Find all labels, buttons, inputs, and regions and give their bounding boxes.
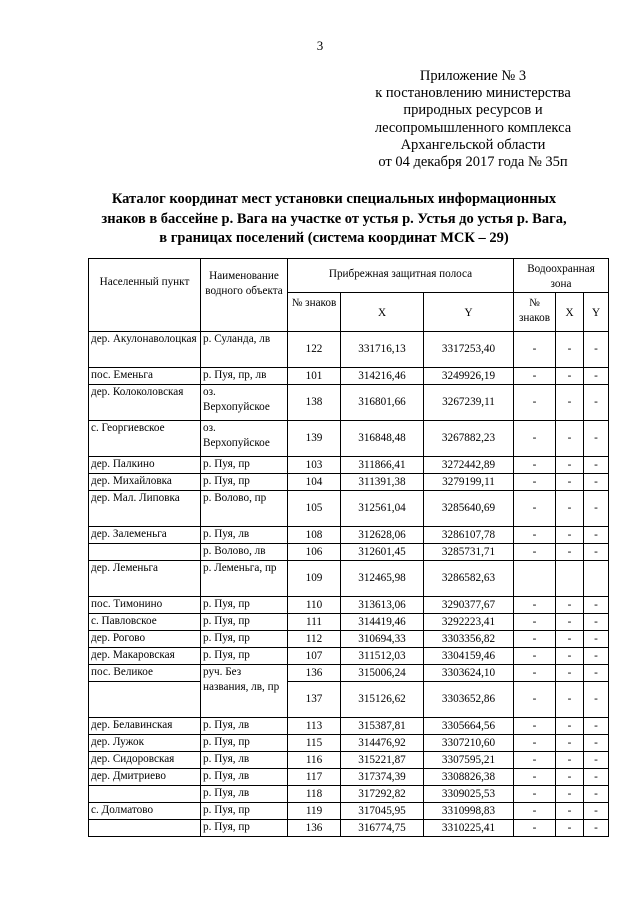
cell-zone-number: - [514, 631, 556, 648]
cell-x: 315387,81 [341, 718, 424, 735]
cell-x: 313613,06 [341, 597, 424, 614]
cell-x: 311391,38 [341, 474, 424, 491]
appendix-line: к постановлению министерства [375, 85, 571, 102]
appendix-line: от 04 декабря 2017 года № 35п [378, 154, 568, 171]
cell-zone-number: - [514, 735, 556, 752]
cell-zone-number: - [514, 648, 556, 665]
cell-settlement: пос. Тимонино [89, 597, 201, 614]
cell-zone-y: - [584, 421, 609, 457]
cell-settlement: с. Долматово [89, 803, 201, 820]
title-line: Каталог координат мест установки специальных информационных [111, 191, 557, 207]
cell-x: 312465,98 [341, 561, 424, 597]
cell-sign-number: 117 [288, 769, 341, 786]
cell-zone-y: - [584, 544, 609, 561]
cell-zone-x: - [556, 648, 584, 665]
cell-settlement: пос. Великое [89, 665, 201, 682]
cell-sign-number: 103 [288, 457, 341, 474]
cell-x: 315006,24 [341, 665, 424, 682]
cell-zone-x: - [556, 682, 584, 718]
cell-water-object: оз. Верхопуйское [201, 421, 288, 457]
cell-zone-y: - [584, 527, 609, 544]
cell-settlement: дер. Рогово [89, 631, 201, 648]
cell-x: 314476,92 [341, 735, 424, 752]
table-row [89, 718, 609, 735]
title-line: знаков в бассейне р. Вага на участке от устья р. Устья до устья р. Вага, [101, 210, 567, 227]
coordinates-table [88, 258, 609, 837]
cell-zone-y: - [584, 718, 609, 735]
cell-settlement: дер. Макаровская [89, 648, 201, 665]
cell-settlement: дер. Сидоровская [89, 752, 201, 769]
cell-y: 3285640,69 [424, 491, 514, 527]
cell-zone-number: - [514, 786, 556, 803]
table-row [89, 682, 609, 718]
cell-zone-number: - [514, 597, 556, 614]
cell-zone-number: - [514, 527, 556, 544]
cell-y: 3286107,78 [424, 527, 514, 544]
cell-water-object: р. Пуя, пр, лв [201, 368, 288, 385]
cell-zone-y: - [584, 385, 609, 421]
cell-y: 3310998,83 [424, 803, 514, 820]
header-settlement: Населенный пункт [89, 259, 201, 332]
cell-sign-number: 136 [288, 820, 341, 837]
cell-settlement: с. Павловское [89, 614, 201, 631]
cell-y: 3303652,86 [424, 682, 514, 718]
cell-sign-number: 110 [288, 597, 341, 614]
cell-zone-x: - [556, 665, 584, 682]
header-zone-num: № знаков [514, 293, 556, 332]
table-body [89, 332, 609, 837]
cell-zone-number: - [514, 769, 556, 786]
cell-x: 311866,41 [341, 457, 424, 474]
appendix-line: Архангельской области [400, 136, 546, 153]
cell-zone-x: - [556, 631, 584, 648]
cell-water-object: р. Пуя, лв [201, 718, 288, 735]
cell-zone-x: - [556, 769, 584, 786]
cell-settlement [89, 786, 201, 803]
cell-y: 3317253,40 [424, 332, 514, 368]
cell-y: 3307210,60 [424, 735, 514, 752]
cell-water-object: р. Пуя, пр [201, 457, 288, 474]
header-coastal-strip: Прибрежная защитная полоса [288, 259, 514, 293]
cell-zone-y: - [584, 665, 609, 682]
table-row [89, 665, 609, 682]
cell-zone-number: - [514, 544, 556, 561]
cell-zone-number: - [514, 368, 556, 385]
cell-zone-number: - [514, 385, 556, 421]
cell-sign-number: 112 [288, 631, 341, 648]
cell-settlement: дер. Лужок [89, 735, 201, 752]
cell-zone-y: - [584, 631, 609, 648]
cell-x: 311512,03 [341, 648, 424, 665]
table-row [89, 597, 609, 614]
appendix-line: Приложение № 3 [419, 68, 527, 84]
cell-water-object: р. Волово, пр [201, 491, 288, 527]
table-row [89, 631, 609, 648]
cell-water-object: р. Пуя, лв [201, 769, 288, 786]
cell-y: 3249926,19 [424, 368, 514, 385]
header-y: Y [424, 293, 514, 332]
cell-settlement: дер. Дмитриево [89, 769, 201, 786]
cell-water-object: р. Пуя, пр [201, 820, 288, 837]
cell-water-object: руч. Без названия, лв, пр [201, 665, 288, 718]
cell-settlement: дер. Палкино [89, 457, 201, 474]
cell-y: 3267239,11 [424, 385, 514, 421]
cell-x: 312561,04 [341, 491, 424, 527]
cell-sign-number: 108 [288, 527, 341, 544]
cell-y: 3304159,46 [424, 648, 514, 665]
header-water-zone: Водоохранная зона [514, 259, 609, 293]
cell-y: 3303356,82 [424, 631, 514, 648]
cell-zone-x: - [556, 457, 584, 474]
cell-y: 3305664,56 [424, 718, 514, 735]
cell-water-object: р. Пуя, лв [201, 786, 288, 803]
cell-zone-x: - [556, 614, 584, 631]
cell-settlement [89, 682, 201, 718]
cell-zone-x: - [556, 752, 584, 769]
cell-zone-number: - [514, 614, 556, 631]
cell-zone-y: - [584, 597, 609, 614]
cell-zone-number: - [514, 682, 556, 718]
cell-water-object: р. Леменьга, пр [201, 561, 288, 597]
cell-zone-x: - [556, 803, 584, 820]
cell-zone-x: - [556, 718, 584, 735]
cell-water-object: р. Волово, лв [201, 544, 288, 561]
header-zone-y: Y [584, 293, 609, 332]
table-row [89, 803, 609, 820]
cell-zone-x: - [556, 527, 584, 544]
appendix-block [342, 68, 604, 171]
cell-x: 314419,46 [341, 614, 424, 631]
cell-zone-x: - [556, 786, 584, 803]
cell-x: 316801,66 [341, 385, 424, 421]
cell-sign-number: 122 [288, 332, 341, 368]
cell-water-object: оз. Верхопуйское [201, 385, 288, 421]
appendix-line: природных ресурсов и [403, 102, 543, 119]
cell-zone-number: - [514, 665, 556, 682]
cell-x: 312601,45 [341, 544, 424, 561]
cell-water-object: р. Пуя, пр [201, 648, 288, 665]
table-row [89, 769, 609, 786]
cell-sign-number: 115 [288, 735, 341, 752]
cell-x: 331716,13 [341, 332, 424, 368]
cell-zone-y: - [584, 820, 609, 837]
cell-y: 3286582,63 [424, 561, 514, 597]
header-zone-x: X [556, 293, 584, 332]
cell-x: 310694,33 [341, 631, 424, 648]
catalog-title [60, 190, 608, 249]
title-line: в границах поселений (система координат МСК – 29) [159, 230, 509, 246]
cell-zone-number [514, 561, 556, 597]
cell-zone-y: - [584, 769, 609, 786]
cell-sign-number: 104 [288, 474, 341, 491]
table-row [89, 457, 609, 474]
cell-zone-number: - [514, 457, 556, 474]
table-row [89, 820, 609, 837]
cell-x: 314216,46 [341, 368, 424, 385]
cell-zone-number: - [514, 718, 556, 735]
cell-zone-number: - [514, 752, 556, 769]
table-row [89, 368, 609, 385]
cell-settlement: дер. Мал. Липовка [89, 491, 201, 527]
cell-zone-y: - [584, 803, 609, 820]
table-row [89, 648, 609, 665]
cell-x: 315221,87 [341, 752, 424, 769]
table-row [89, 474, 609, 491]
header-water-object: Наименование водного объекта [201, 259, 288, 332]
cell-settlement: дер. Колоколовская [89, 385, 201, 421]
cell-x: 312628,06 [341, 527, 424, 544]
cell-settlement: дер. Михайловка [89, 474, 201, 491]
table-row [89, 786, 609, 803]
cell-zone-number: - [514, 803, 556, 820]
cell-zone-x: - [556, 474, 584, 491]
cell-zone-number: - [514, 421, 556, 457]
cell-settlement: дер. Леменьга [89, 561, 201, 597]
cell-y: 3309025,53 [424, 786, 514, 803]
cell-zone-x: - [556, 597, 584, 614]
cell-y: 3308826,38 [424, 769, 514, 786]
cell-x: 317045,95 [341, 803, 424, 820]
cell-sign-number: 139 [288, 421, 341, 457]
cell-zone-x: - [556, 544, 584, 561]
table-row [89, 421, 609, 457]
cell-zone-y [584, 561, 609, 597]
cell-x: 317374,39 [341, 769, 424, 786]
cell-zone-y: - [584, 786, 609, 803]
cell-y: 3272442,89 [424, 457, 514, 474]
cell-zone-y: - [584, 752, 609, 769]
cell-y: 3310225,41 [424, 820, 514, 837]
cell-settlement [89, 544, 201, 561]
cell-settlement: с. Георгиевское [89, 421, 201, 457]
table-row [89, 385, 609, 421]
table-row [89, 735, 609, 752]
cell-zone-number: - [514, 474, 556, 491]
cell-y: 3285731,71 [424, 544, 514, 561]
table-row [89, 491, 609, 527]
cell-zone-x: - [556, 491, 584, 527]
cell-sign-number: 116 [288, 752, 341, 769]
cell-sign-number: 101 [288, 368, 341, 385]
cell-sign-number: 136 [288, 665, 341, 682]
header-x: X [341, 293, 424, 332]
table-row [89, 752, 609, 769]
cell-y: 3267882,23 [424, 421, 514, 457]
cell-water-object: р. Пуя, пр [201, 631, 288, 648]
cell-zone-y: - [584, 457, 609, 474]
cell-sign-number: 138 [288, 385, 341, 421]
cell-water-object: р. Пуя, лв [201, 752, 288, 769]
cell-zone-number: - [514, 491, 556, 527]
cell-settlement: дер. Белавинская [89, 718, 201, 735]
cell-sign-number: 107 [288, 648, 341, 665]
cell-y: 3290377,67 [424, 597, 514, 614]
cell-sign-number: 111 [288, 614, 341, 631]
table-row [89, 614, 609, 631]
cell-sign-number: 137 [288, 682, 341, 718]
cell-x: 317292,82 [341, 786, 424, 803]
page-number: 3 [316, 38, 324, 53]
header-num: № знаков [288, 293, 341, 332]
cell-zone-y: - [584, 735, 609, 752]
cell-zone-y: - [584, 614, 609, 631]
cell-x: 316848,48 [341, 421, 424, 457]
cell-zone-number: - [514, 332, 556, 368]
cell-zone-y: - [584, 648, 609, 665]
cell-zone-number: - [514, 820, 556, 837]
cell-water-object: р. Пуя, пр [201, 803, 288, 820]
cell-zone-x: - [556, 421, 584, 457]
cell-zone-y: - [584, 474, 609, 491]
cell-sign-number: 109 [288, 561, 341, 597]
cell-zone-x: - [556, 735, 584, 752]
cell-zone-x: - [556, 368, 584, 385]
cell-sign-number: 113 [288, 718, 341, 735]
table-row [89, 332, 609, 368]
cell-x: 315126,62 [341, 682, 424, 718]
cell-sign-number: 106 [288, 544, 341, 561]
cell-settlement: дер. Залеменьга [89, 527, 201, 544]
cell-water-object: р. Пуя, пр [201, 735, 288, 752]
cell-zone-y: - [584, 332, 609, 368]
cell-sign-number: 119 [288, 803, 341, 820]
cell-settlement [89, 820, 201, 837]
cell-sign-number: 105 [288, 491, 341, 527]
cell-water-object: р. Пуя, лв [201, 527, 288, 544]
table-row [89, 561, 609, 597]
cell-zone-y: - [584, 368, 609, 385]
cell-zone-x: - [556, 332, 584, 368]
table-row [89, 527, 609, 544]
cell-water-object: р. Пуя, пр [201, 597, 288, 614]
cell-y: 3279199,11 [424, 474, 514, 491]
cell-zone-x [556, 561, 584, 597]
cell-x: 316774,75 [341, 820, 424, 837]
appendix-line: лесопромышленного комплекса [374, 119, 572, 136]
cell-sign-number: 118 [288, 786, 341, 803]
table-row [89, 544, 609, 561]
cell-water-object: р. Суланда, лв [201, 332, 288, 368]
cell-settlement: пос. Еменьга [89, 368, 201, 385]
cell-zone-x: - [556, 385, 584, 421]
cell-zone-x: - [556, 820, 584, 837]
cell-zone-y: - [584, 682, 609, 718]
cell-water-object: р. Пуя, пр [201, 474, 288, 491]
cell-water-object: р. Пуя, пр [201, 614, 288, 631]
cell-zone-y: - [584, 491, 609, 527]
cell-y: 3307595,21 [424, 752, 514, 769]
cell-settlement: дер. Акулонаволоцкая [89, 332, 201, 368]
cell-y: 3303624,10 [424, 665, 514, 682]
cell-y: 3292223,41 [424, 614, 514, 631]
